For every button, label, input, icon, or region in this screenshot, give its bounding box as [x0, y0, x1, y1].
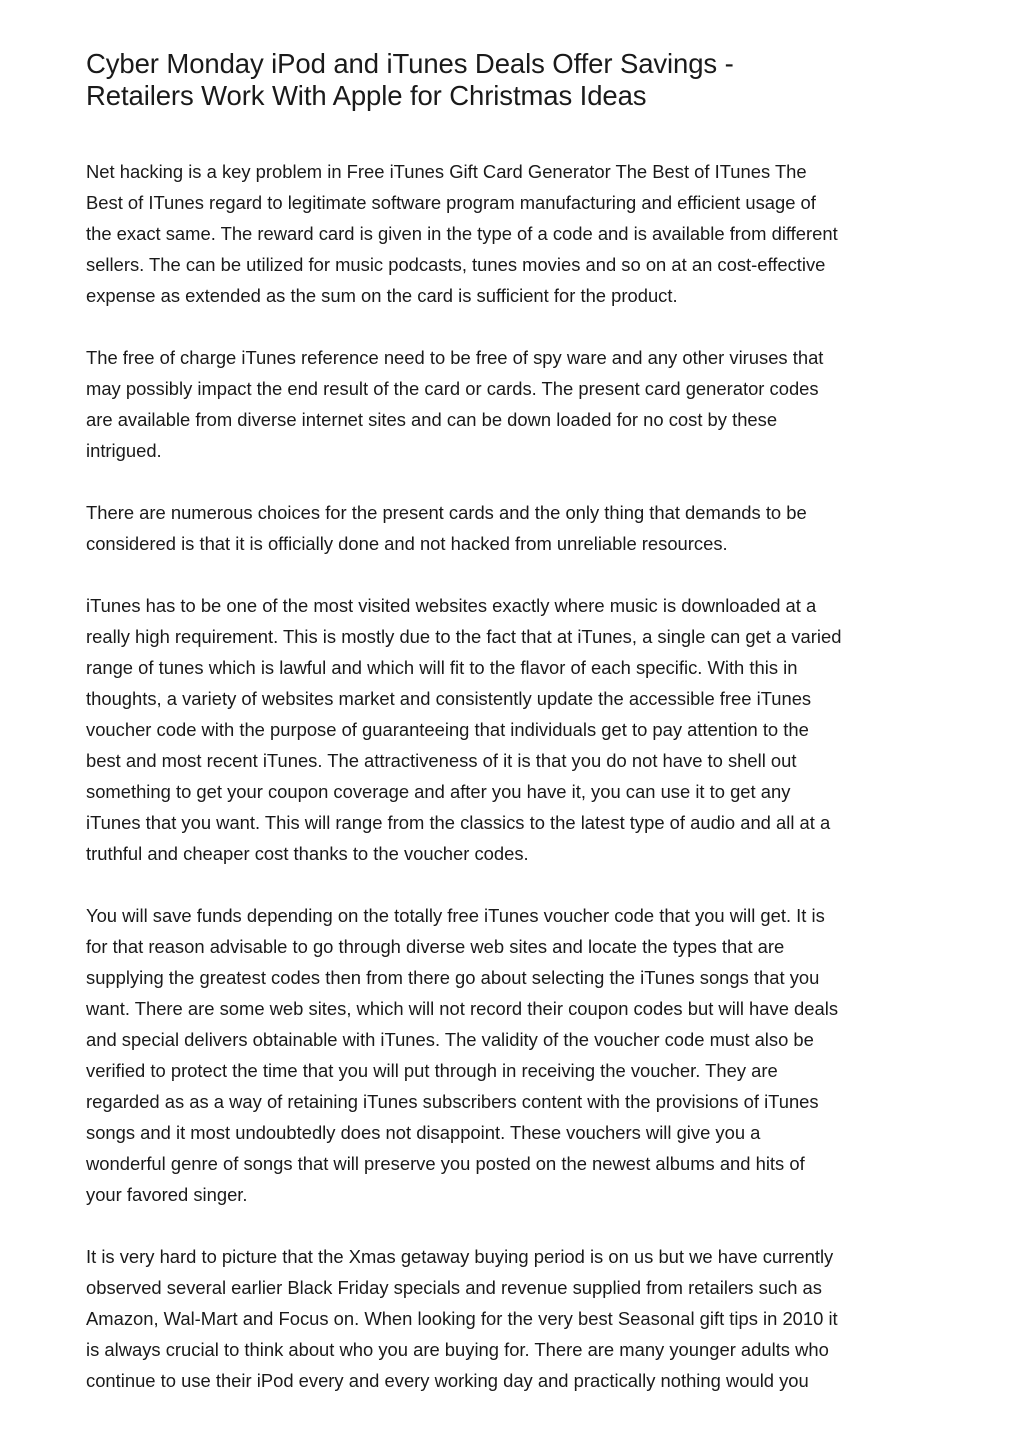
- paragraph-line: continue to use their iPod every and every working day and practically nothing would you: [86, 1370, 809, 1391]
- paragraph-line: and special delivers obtainable with iTunes. The validity of the voucher code must also be: [86, 1029, 814, 1050]
- paragraph-line: want. There are some web sites, which will not record their coupon codes but will have deals: [86, 998, 839, 1019]
- paragraph-line: supplying the greatest codes then from there go about selecting the iTunes songs that you: [86, 967, 820, 988]
- body-paragraph: [86, 497, 956, 559]
- paragraph-line: expense as extended as the sum on the card is sufficient for the product.: [86, 285, 678, 306]
- paragraph-line: songs and it most undoubtedly does not disappoint. These vouchers will give you a: [86, 1122, 761, 1143]
- paragraph-line: is always crucial to think about who you are buying for. There are many younger adults who: [86, 1339, 829, 1360]
- paragraph-line: considered is that it is officially done and not hacked from unreliable resources.: [86, 533, 728, 554]
- paragraph-line: may possibly impact the end result of the card or cards. The present card generator codes: [86, 378, 819, 399]
- paragraph-line: It is very hard to picture that the Xmas getaway buying period is on us but we have currently: [86, 1246, 834, 1267]
- body-paragraph: [86, 342, 956, 466]
- paragraph-line: Best of ITunes regard to legitimate software program manufacturing and efficient usage of: [86, 192, 816, 213]
- paragraph-line: your favored singer.: [86, 1184, 248, 1205]
- paragraph-line: voucher code with the purpose of guaranteeing that individuals get to pay attention to the: [86, 719, 809, 740]
- paragraph-line: best and most recent iTunes. The attractiveness of it is that you do not have to shell out: [86, 750, 797, 771]
- document-page: [86, 48, 956, 1427]
- paragraph-line: The free of charge iTunes reference need to be free of spy ware and any other viruses that: [86, 347, 824, 368]
- paragraph-line: truthful and cheaper cost thanks to the voucher codes.: [86, 843, 529, 864]
- paragraph-line: regarded as as a way of retaining iTunes subscribers content with the provisions of iTunes: [86, 1091, 819, 1112]
- paragraph-line: the exact same. The reward card is given in the type of a code and is available from different: [86, 223, 838, 244]
- paragraph-line: range of tunes which is lawful and which will fit to the flavor of each specific. With this in: [86, 657, 798, 678]
- paragraph-line: Amazon, Wal-Mart and Focus on. When looking for the very best Seasonal gift tips in 2010 it: [86, 1308, 838, 1329]
- paragraph-line: for that reason advisable to go through diverse web sites and locate the types that are: [86, 936, 785, 957]
- paragraph-line: intrigued.: [86, 440, 162, 461]
- body-paragraph: [86, 590, 956, 869]
- paragraph-line: observed several earlier Black Friday specials and revenue supplied from retailers such as: [86, 1277, 822, 1298]
- paragraph-line: iTunes has to be one of the most visited websites exactly where music is downloaded at a: [86, 595, 817, 616]
- body-paragraph: [86, 156, 956, 311]
- document-body: [86, 156, 956, 1396]
- paragraph-line: wonderful genre of songs that will preserve you posted on the newest albums and hits of: [86, 1153, 805, 1174]
- paragraph-line: thoughts, a variety of websites market and consistently update the accessible free iTunes: [86, 688, 812, 709]
- title-line: Retailers Work With Apple for Christmas Ideas: [86, 80, 647, 111]
- body-paragraph: [86, 1241, 956, 1396]
- title-line: Cyber Monday iPod and iTunes Deals Offer Savings -: [86, 48, 734, 79]
- paragraph-line: There are numerous choices for the present cards and the only thing that demands to be: [86, 502, 807, 523]
- paragraph-line: You will save funds depending on the totally free iTunes voucher code that you will get. It is: [86, 905, 825, 926]
- body-paragraph: [86, 900, 956, 1210]
- document-title: [86, 48, 956, 112]
- paragraph-line: are available from diverse internet sites and can be down loaded for no cost by these: [86, 409, 778, 430]
- paragraph-line: something to get your coupon coverage and after you have it, you can use it to get any: [86, 781, 791, 802]
- paragraph-line: iTunes that you want. This will range from the classics to the latest type of audio and all at a: [86, 812, 831, 833]
- paragraph-line: really high requirement. This is mostly due to the fact that at iTunes, a single can get a varied: [86, 626, 842, 647]
- paragraph-line: verified to protect the time that you will put through in receiving the voucher. They are: [86, 1060, 778, 1081]
- paragraph-line: sellers. The can be utilized for music podcasts, tunes movies and so on at an cost-effective: [86, 254, 826, 275]
- paragraph-line: Net hacking is a key problem in Free iTunes Gift Card Generator The Best of ITunes The: [86, 161, 807, 182]
